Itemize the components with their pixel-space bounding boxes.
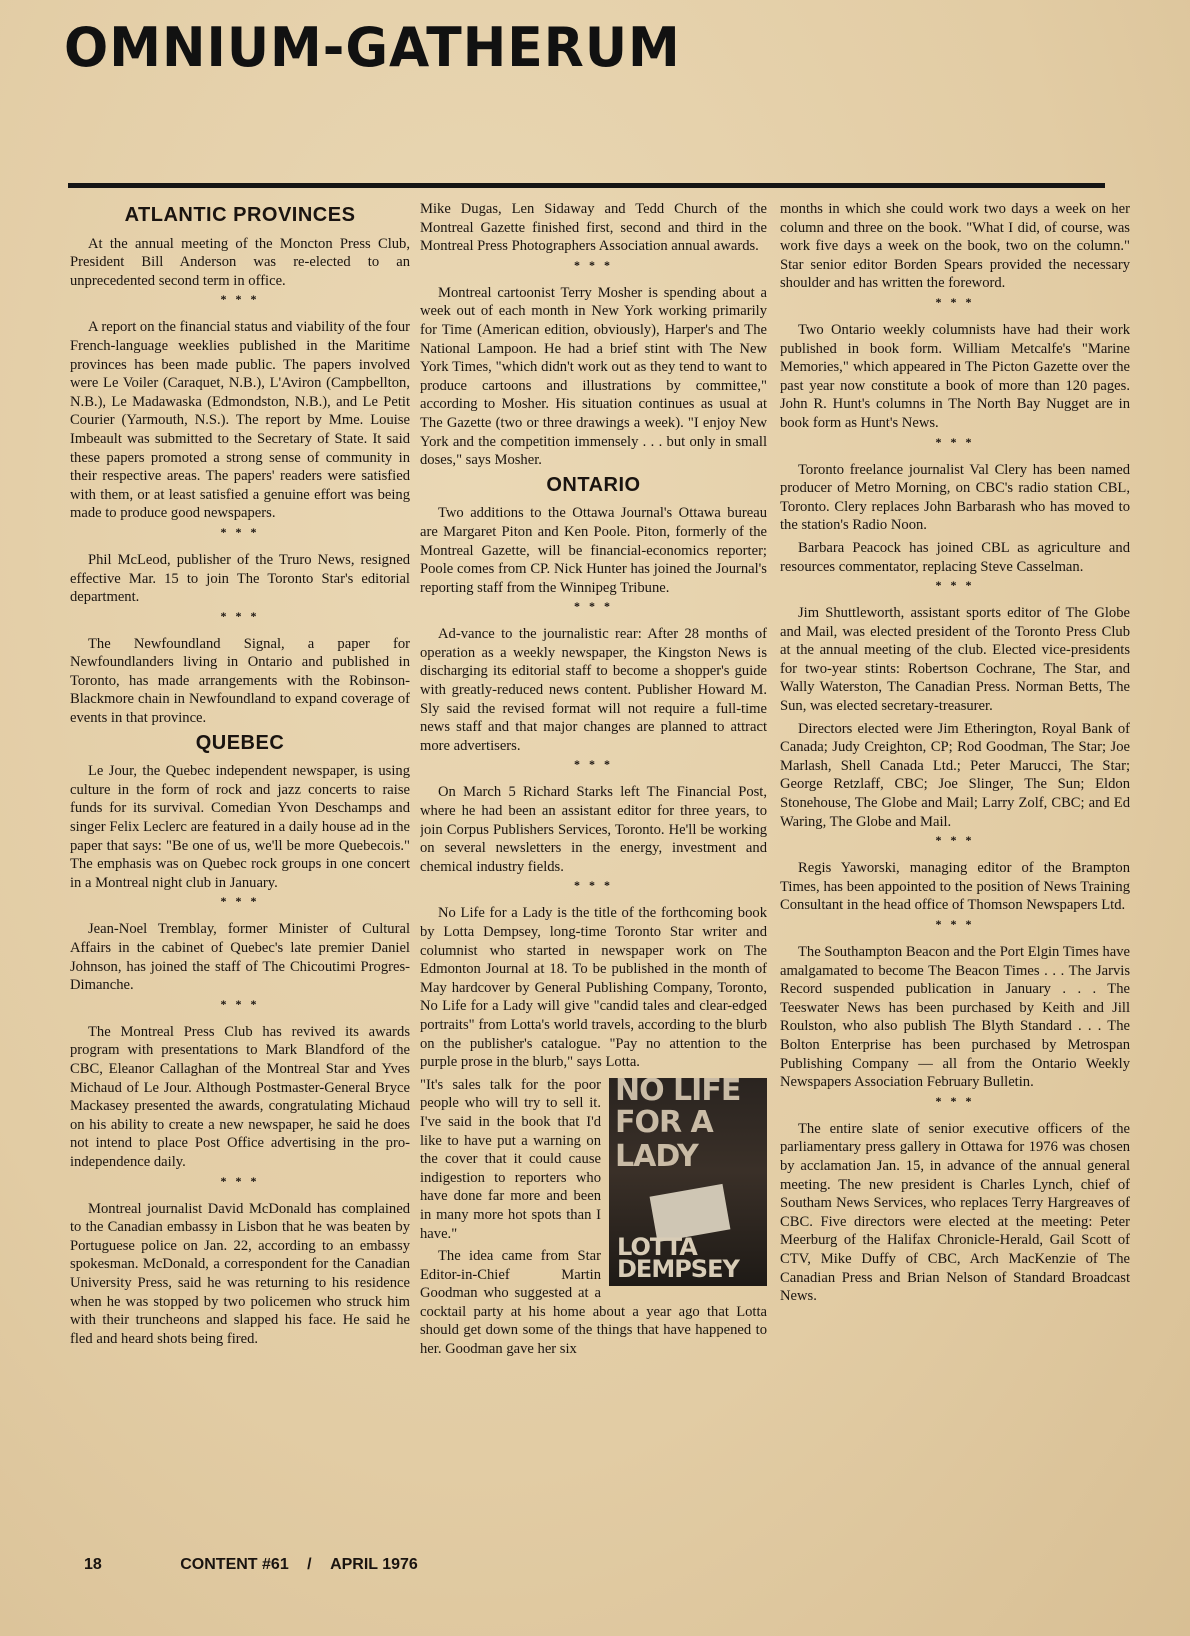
article-paragraph: Two Ontario weekly columnists have had their work published in book form. William Metcalfe's "Marine Memories," which appeared in The Picton Gazette over the past year now constitute a book of more than 120 pages. John R. Hunt's columns in The North Bay Nugget are in book form as Hunt's News. <box>780 321 1130 431</box>
separator: * * * <box>935 434 975 449</box>
article-paragraph: Phil McLeod, publisher of the Truro News, resigned effective Mar. 15 to join The Toronto Star's editorial department. <box>70 551 410 606</box>
separator: * * * <box>574 257 613 272</box>
separator: * * * <box>220 894 260 909</box>
article-paragraph: Montreal cartoonist Terry Mosher is spending about a week out of each month in New York working primarily for Time (American edition, obviously), Harper's and The National Lampoon. He had a brief stint with The New York Times, "which didn't work out as they tend to want to produce cartoons and illustrations by committee," according to Mosher. His situation continues as usual at The Gazette (two or three drawings a week). "I enjoy New York and the competition immensely . . . but only in small doses," says Mosher. <box>420 284 767 469</box>
separator: * * * <box>220 524 260 539</box>
article-paragraph: The Southampton Beacon and the Port Elgin Times have amalgamated to become The Beacon Times . . . The Jarvis Record suspended publication in January . . . The Teeswater News has been purchased by Keith and Jill Roulston, who also publish The Blyth Standard . . . The Bolton Enterprise has been purchased by Metrospan Publishing Company — all from the Ontario Weekly Newspapers Association February Bulletin. <box>780 944 1130 1091</box>
separator: * * * <box>935 294 975 309</box>
book-cover-author-line: LOTTA <box>617 1232 697 1261</box>
page-number: 18 <box>84 1556 102 1573</box>
article-paragraph: The idea came from Star Editor-in-Chief Martin Goodman who suggested at a cocktail party at his home about a year ago that Lotta should get down some of the things that have happened to her. Goodman gave her six <box>420 1248 767 1358</box>
publication-name: CONTENT #61 <box>180 1556 289 1573</box>
book-cover-title-line: FOR A <box>615 1104 713 1140</box>
article-paragraph: Jim Shuttleworth, assistant sports editor of The Globe and Mail, was elected president of the Toronto Press Club at the annual meeting of the club. Elected vice-presidents for two-year stints: Robertson Cochrane, The Star, and Wally Waterston, The Canadian Press. Norman Betts, The Sun, was elected secretary-treasurer. <box>780 605 1130 715</box>
article-paragraph: Mike Dugas, Len Sidaway and Tedd Church of the Montreal Gazette finished first, second and third in the Montreal Press Photographers Association annual awards. <box>420 201 767 255</box>
column-3 <box>780 200 1130 1545</box>
column-1 <box>70 200 410 1545</box>
article-paragraph: The Montreal Press Club has revived its awards program with presentations to Mark Blandford of the CBC, Eleanor Callaghan of the Montreal Star and Yves Michaud of Le Jour. Although Postmaster-General Bryce Mackasey presented the awards, congratulating Michaud on his ability to create a new newspaper, he said he does not intend to place Post Office advertising in the pro-independence daily. <box>70 1023 410 1170</box>
separator: * * * <box>935 833 975 848</box>
article-paragraph: Ad-vance to the journalistic rear: After 28 months of operation as a weekly newspaper, the Kingston News is discharging its editorial staff to become a shopper's guide with greatly-reduced news content. Publisher Howard M. Sly said the revised format will not require a full-time news staff and that major changes are planned to attract more advertisers. <box>420 626 767 754</box>
separator: * * * <box>935 917 975 931</box>
book-cover-title-line: NO LIFE <box>615 1077 741 1108</box>
article-paragraph: Toronto freelance journalist Val Clery has been named producer of Metro Morning, on CBC's radio station CBL, Toronto. Clery replaces John Barbarash who has moved to the station's Radio Noon. <box>780 461 1130 534</box>
publication-date: APRIL 1976 <box>330 1556 418 1573</box>
article-paragraph: Le Jour, the Quebec independent newspaper, is using culture in the form of rock and jazz concerts to raise funds for its survival. Comedian Yvon Deschamps and singer Felix Leclerc are featured in a daily house ad in the paper that says: "Be one of us, we'll be more Quebecois." The emphasis was on Quebec rock groups in one concert in a Montreal night club in January. <box>70 763 410 891</box>
article-paragraph: At the annual meeting of the Moncton Press Club, President Bill Anderson was re-elected to an unprecedented second term in office. <box>70 235 410 289</box>
article-paragraph: Directors elected were Jim Etherington, Royal Bank of Canada; Judy Creighton, CP; Rod Goodman, The Star; Joe Marlash, Shell Canada Ltd.; Peter Marucci, The Star; George Retzlaff, CBC; Joe Slinger, The Sun; Eldon Stonehouse, The Globe and Mail; Larry Zolf, CBC; and Ed Waring, The Globe and Mail. <box>780 720 1130 830</box>
article-paragraph: The entire slate of senior executive officers of the parliamentary press gallery in Ottawa for 1976 was chosen by acclamation Jan. 15, in advance of the annual general meeting. The new president is Charles Lynch, chief of Southam News Services, who replaces Terry Hargreaves of CBC. Five directors were elected at the meeting: Peter Meerburg of the Halifax Chronicle-Herald, Gail Scott of CTV, Mike Duffy of CBC, Arch MacKenzie of The Canadian Press and Brian Nelson of Standard Broadcast News. <box>780 1120 1130 1305</box>
page-footer <box>84 1556 418 1574</box>
book-cover-image <box>609 1078 767 1286</box>
separator: * * * <box>935 578 975 593</box>
separator: * * * <box>574 878 613 893</box>
section-heading-quebec: QUEBEC <box>195 731 285 754</box>
book-excerpt <box>420 1076 767 1283</box>
separator: * * * <box>220 1173 260 1188</box>
article-paragraph: The Newfoundland Signal, a paper for Newfoundlanders living in Ontario and published in Toronto, has made arrangements with the Robinson-Blackmore chain in Newfoundland to expand coverage of events in that province. <box>70 635 410 727</box>
article-paragraph: On March 5 Richard Starks left The Financial Post, where he had been an assistant editor for three years, to join Corpus Publishers Services, Toronto. He'll be working on several newsletters in the energy, investment and chemical industry fields. <box>420 784 767 875</box>
article-paragraph: Montreal journalist David McDonald has complained to the Canadian embassy in Lisbon that he was beaten by Portuguese police on Jan. 22, according to an embassy spokesman. McDonald, a correspondent for the Canadian University Press, said he was returning to his residence when he was stopped by two policemen who struck him with their truncheons and slapped his face. He said he fled and heard shots being fired. <box>70 1200 410 1347</box>
book-cover-author-line: DEMPSEY <box>617 1254 739 1283</box>
article-paragraph: months in which she could work two days a week on her column and three on the book. "What I did, of course, was work five days a week on the book, two on the column." Star senior editor Borden Spears provided the necessary shoulder and has written the foreword. <box>780 201 1130 292</box>
article-paragraph: Regis Yaworski, managing editor of the Brampton Times, has been appointed to the position of News Training Consultant in the head office of Thomson Newspapers Ltd. <box>780 860 1130 914</box>
footer-separator: / <box>307 1556 312 1573</box>
column-2 <box>420 200 767 1545</box>
article-paragraph: Two additions to the Ottawa Journal's Ottawa bureau are Margaret Piton and Ken Poole. Piton, formerly of the Montreal Gazette, will be financial-economics reporter; Poole comes from CP. Nick Hunter has joined the Journal's reporting staff from the Winnipeg Tribune. <box>420 505 767 596</box>
article-paragraph: No Life for a Lady is the title of the forthcoming book by Lotta Dempsey, long-time Toronto Star writer and columnist who started in newspaper work on The Edmonton Journal at 18. To be published in the month of May hardcover by General Publishing Company, Toronto, No Life for a Lady will give "candid tales and clear-edged portraits" from Lotta's world travels, according to the blurb on the publisher's catalogue. "Pay no attention to the purple prose in the blurb," says Lotta. <box>420 905 767 1071</box>
separator: * * * <box>220 608 260 623</box>
separator: * * * <box>220 292 260 307</box>
article-paragraph: Barbara Peacock has joined CBL as agriculture and resources commentator, replacing Steve Casselman. <box>780 539 1130 575</box>
page-title: OMNIUM-GATHERUM <box>64 16 681 80</box>
article-paragraph: Jean-Noel Tremblay, former Minister of Cultural Affairs in the cabinet of Quebec's late premier Daniel Johnson, has joined the staff of The Chicoutimi Progres-Dimanche. <box>70 921 410 994</box>
separator: * * * <box>574 757 613 772</box>
separator: * * * <box>935 1093 975 1108</box>
section-heading-ontario: ONTARIO <box>546 473 641 496</box>
separator: * * * <box>574 599 613 614</box>
header-rule <box>68 183 1105 188</box>
article-paragraph: "It's sales talk for the poor people who will try to sell it. I've said in the book that I'd like to have put a warning on the cover that it could cause indigestion to reporters who have done far more and been in many more hot spots than I have." <box>420 1076 601 1242</box>
separator: * * * <box>220 996 260 1011</box>
section-heading-atlantic: ATLANTIC PROVINCES <box>124 204 356 226</box>
article-paragraph: A report on the financial status and viability of the four French-language weeklies published in the Maritime provinces has been made public. The papers involved were Le Voiler (Caraquet, N.B.), L'Aviron (Campbellton, N.B.), Le Madawaska (Edmondston, N.B.), and Le Petit Courier (Yarmouth, N.S.). The report by Mme. Louise Imbeault was submitted to the Secretary of State. It said these papers promoted a strong sense of community in their respective areas. The papers' readers were satisfied with them, or at least satisfied a genuine effort was being made to produce good newspapers. <box>70 319 410 522</box>
book-cover-title-line: LADY <box>615 1138 698 1174</box>
